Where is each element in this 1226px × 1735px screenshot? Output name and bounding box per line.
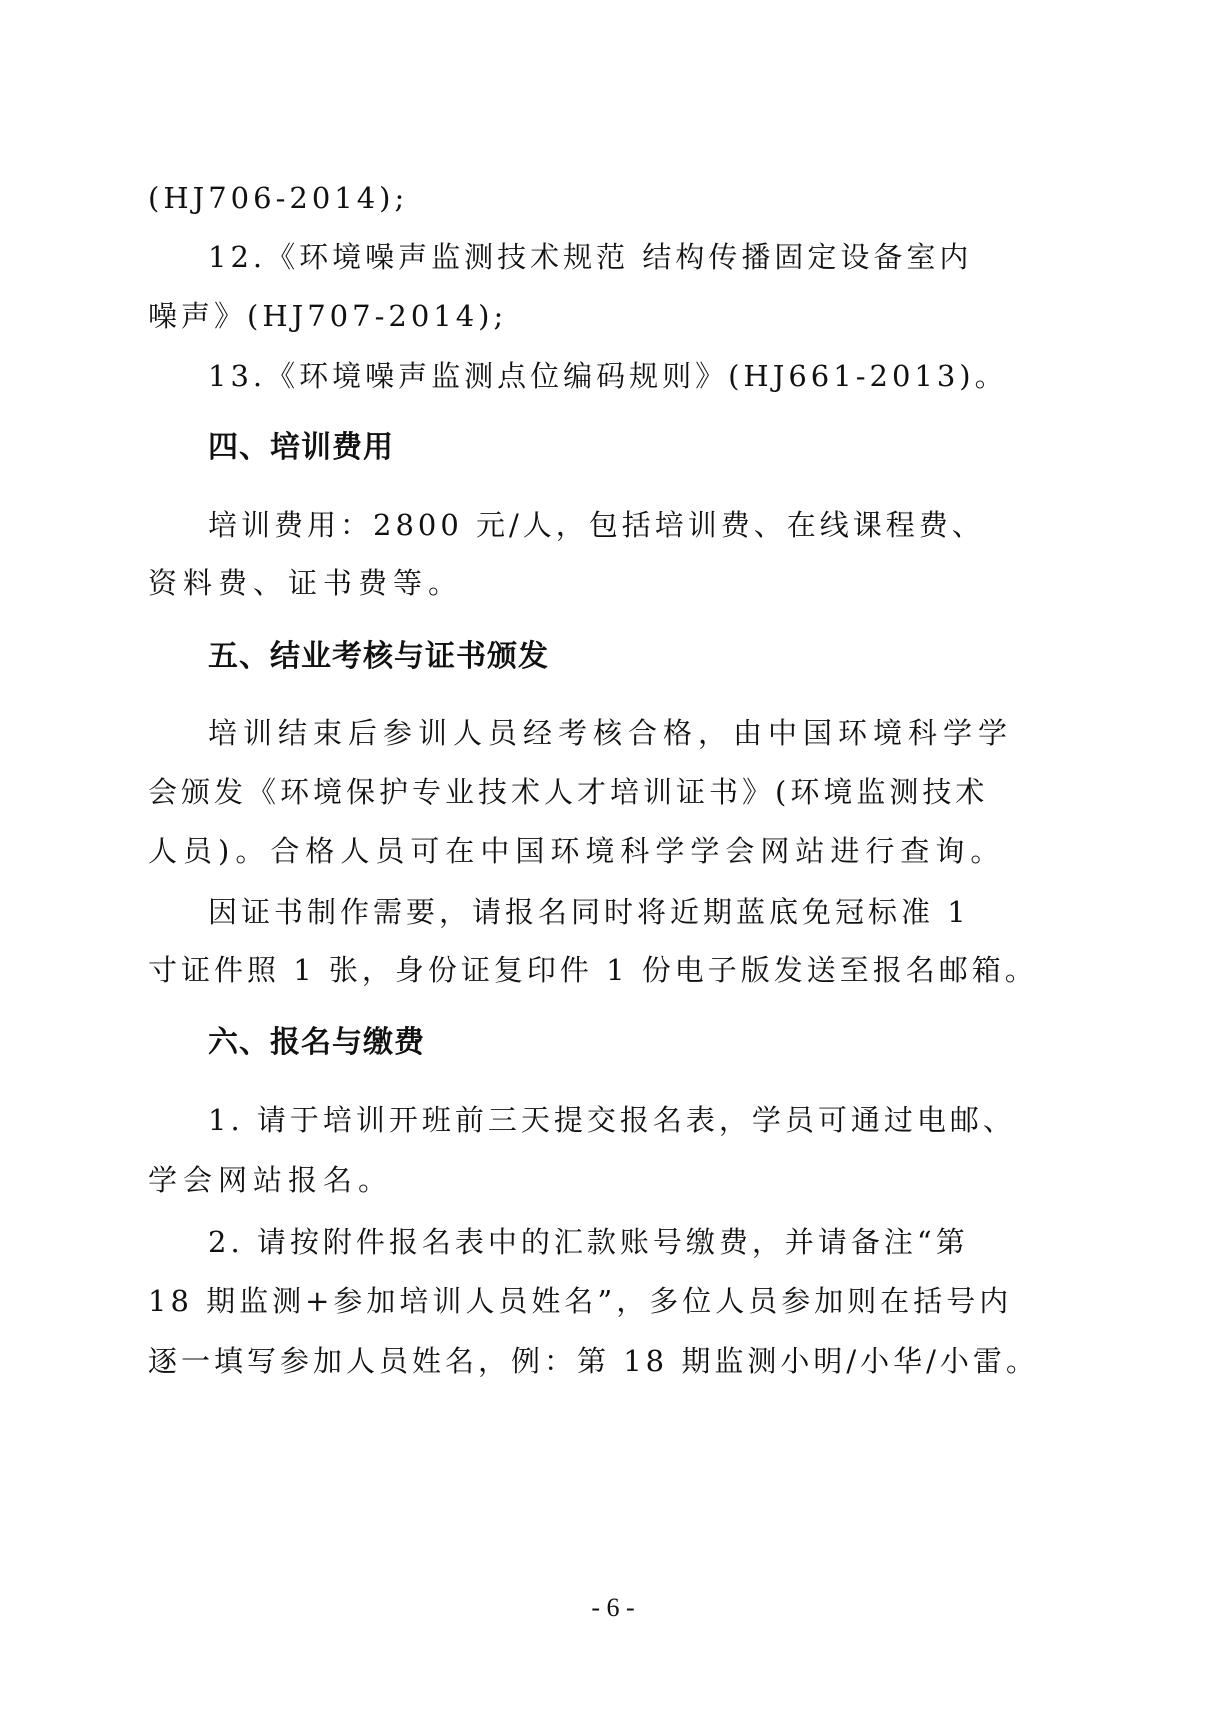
reference-12-line-1: 12.《环境噪声监测技术规范 结构传播固定设备室内 (208, 240, 973, 274)
registration-item-1-line-2: 学会网站报名。 (148, 1163, 394, 1197)
registration-item-2-line-2: 18 期监测+参加培训人员姓名”，多位人员参加则在括号内 (148, 1284, 1013, 1318)
certification-paragraph-2-line-1: 因证书制作需要，请报名同时将近期蓝底免冠标准 1 (208, 895, 970, 929)
registration-item-2-line-3: 逐一填写参加人员姓名，例：第 18 期监测小明/小华/小雷。 (148, 1344, 1039, 1378)
section-heading-registration: 六、报名与缴费 (208, 1025, 425, 1060)
registration-item-2-line-1: 2. 请按附件报名表中的汇款账号缴费，并请备注“第 (208, 1225, 969, 1259)
training-fee-line-2: 资料费、证书费等。 (148, 566, 464, 600)
certification-paragraph-2-line-2: 寸证件照 1 张，身份证复印件 1 份电子版发送至报名邮箱。 (148, 953, 1038, 987)
section-heading-certification: 五、结业考核与证书颁发 (208, 639, 549, 674)
page-number: - 6 - (591, 1593, 635, 1622)
reference-13: 13.《环境噪声监测点位编码规则》(HJ661-2013)。 (208, 359, 1008, 393)
certification-paragraph-1-line-3: 人员)。合格人员可在中国环境科学学会网站进行查询。 (148, 834, 1006, 868)
training-fee-line-1: 培训费用：2800 元/人，包括培训费、在线课程费、 (208, 508, 985, 542)
reference-12-line-2: 噪声》(HJ707-2014); (148, 299, 508, 333)
reference-11-continuation: (HJ706-2014); (148, 181, 409, 215)
certification-paragraph-1-line-1: 培训结束后参训人员经考核合格，由中国环境科学学 (208, 716, 1014, 750)
registration-item-1-line-1: 1. 请于培训开班前三天提交报名表，学员可通过电邮、 (208, 1103, 1016, 1137)
certification-paragraph-1-line-2: 会颁发《环境保护专业技术人才培训证书》(环境监测技术 (148, 775, 989, 809)
section-heading-training-fee: 四、培训费用 (208, 430, 394, 465)
